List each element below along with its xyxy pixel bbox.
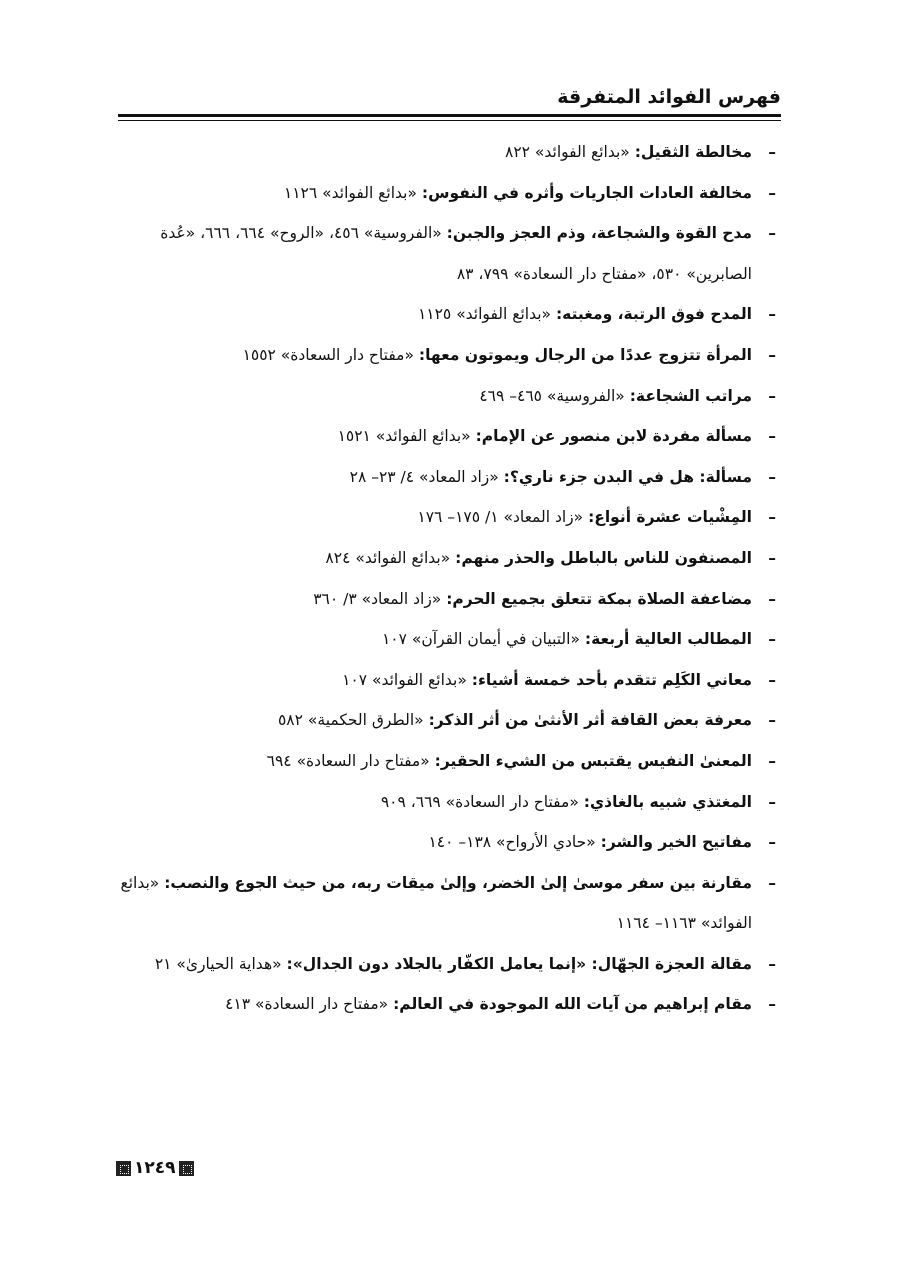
index-entry — [106, 335, 776, 376]
entry-topic: المِشْيات عشرة أنواع: — [588, 508, 752, 527]
entry-reference: «مفتاح دار السعادة» ٦٩٤ — [266, 751, 430, 770]
index-entry — [106, 741, 776, 782]
entry-reference: «حادي الأرواح» ١٣٨– ١٤٠ — [428, 833, 596, 852]
entry-dash: – — [768, 183, 776, 202]
entry-dash: – — [768, 386, 776, 405]
entry-dash: – — [768, 467, 776, 486]
entry-topic: معرفة بعض القافة أثر الأنثىٰ من أثر الذكر: — [428, 711, 752, 730]
index-entry — [106, 863, 776, 944]
entry-topic: مفاتيح الخير والشر: — [600, 833, 752, 852]
entry-reference: «بدائع الفوائد» ١١٢٥ — [417, 305, 552, 324]
index-entries — [106, 132, 776, 1025]
entry-reference: «الفروسية» ٤٥٦، «الروح» ٦٦٤، ٦٦٦، «عُدة الصابرين» ٥٣٠، «مفتاح دار السعادة» ٧٩٩، ٨٣ — [160, 224, 752, 283]
entry-dash: – — [768, 751, 776, 770]
entry-reference: «مفتاح دار السعادة» ٦٦٩، ٩٠٩ — [380, 792, 579, 811]
entry-topic: معاني الكَلِم تتقدم بأحد خمسة أشياء: — [471, 670, 752, 689]
index-entry — [106, 660, 776, 701]
entry-topic: المرأة تتزوج عددًا من الرجال ويموتون معها: — [418, 345, 752, 364]
index-entry — [106, 497, 776, 538]
entry-reference: «زاد المعاد» ٣/ ٣٦٠ — [313, 589, 442, 608]
entry-reference: «الفروسية» ٤٦٥– ٤٦٩ — [479, 386, 625, 405]
index-entry — [106, 579, 776, 620]
entry-topic: المصنفون للناس بالباطل والحذر منهم: — [455, 548, 752, 567]
entry-dash: – — [768, 670, 776, 689]
entry-topic: مضاعفة الصلاة بمكة تتعلق بجميع الحرم: — [446, 589, 752, 608]
entry-reference: «بدائع الفوائد» ١١٦٣– ١١٦٤ — [120, 873, 752, 933]
entry-reference: «زاد المعاد» ١/ ١٧٥– ١٧٦ — [417, 508, 584, 527]
entry-topic: مقارنة بين سفر موسىٰ إلىٰ الخضر، وإلىٰ ميقات ربه، من حيث الجوع والنصب: — [164, 873, 752, 892]
entry-topic: مخالفة العادات الجاريات وأثره في النفوس: — [421, 183, 752, 202]
page-header — [118, 82, 781, 121]
entry-dash: – — [768, 427, 776, 446]
index-entry — [106, 416, 776, 457]
index-entry — [106, 294, 776, 335]
entry-topic: مقام إبراهيم من آيات الله الموجودة في العالم: — [393, 995, 752, 1014]
page-number: ١٢٤٩ — [134, 1158, 176, 1178]
index-entry — [106, 213, 776, 294]
index-entry — [106, 700, 776, 741]
index-entry — [106, 619, 776, 660]
entry-dash: – — [768, 345, 776, 364]
entry-dash: – — [768, 711, 776, 730]
entry-dash: – — [768, 630, 776, 649]
entry-topic: مسألة: هل في البدن جزء ناري؟: — [503, 467, 752, 486]
entry-reference: «التبيان في أيمان القرآن» ١٠٧ — [381, 630, 580, 649]
index-entry — [106, 984, 776, 1025]
header-rule-thick — [118, 114, 781, 117]
entry-dash: – — [768, 224, 776, 243]
entry-dash: – — [768, 508, 776, 527]
entry-dash: – — [768, 548, 776, 567]
entry-dash: – — [768, 833, 776, 852]
entry-reference: «بدائع الفوائد» ١٠٧ — [342, 670, 467, 689]
index-entry — [106, 132, 776, 173]
entry-dash: – — [768, 873, 776, 892]
entry-dash: – — [768, 305, 776, 324]
index-entry — [106, 538, 776, 579]
entry-topic: مقالة العجزة الجهّال: «إنما يعامل الكفّار بالجلاد دون الجدال»: — [286, 954, 752, 973]
ornament-left-icon — [116, 1161, 131, 1176]
index-entry — [106, 782, 776, 823]
entry-reference: «هداية الحيارىٰ» ٢١ — [154, 954, 282, 973]
entry-reference: «مفتاح دار السعادة» ١٥٥٢ — [242, 345, 414, 364]
entry-reference: «زاد المعاد» ٤/ ٢٣– ٢٨ — [349, 467, 499, 486]
entry-dash: – — [768, 589, 776, 608]
entry-topic: مسألة مفردة لابن منصور عن الإمام: — [475, 427, 752, 446]
entry-reference: «بدائع الفوائد» ٨٢٤ — [325, 548, 451, 567]
page-title: فهرس الفوائد المتفرقة — [557, 86, 781, 108]
entry-topic: المطالب العالية أربعة: — [584, 630, 752, 649]
entry-reference: «مفتاح دار السعادة» ٤١٣ — [225, 995, 389, 1014]
entry-topic: المعنىٰ النفيس يقتبس من الشيء الحقير: — [434, 751, 752, 770]
entry-topic: مخالطة الثقيل: — [634, 143, 752, 161]
entry-topic: مراتب الشجاعة: — [629, 386, 752, 405]
page-footer — [116, 1158, 194, 1178]
index-entry — [106, 944, 776, 985]
entry-dash: – — [768, 792, 776, 811]
index-entry — [106, 457, 776, 498]
entry-dash: – — [768, 954, 776, 973]
entry-topic: المدح فوق الرتبة، ومغبته: — [555, 305, 752, 324]
index-entry — [106, 822, 776, 863]
index-entry — [106, 376, 776, 417]
entry-topic: المغتذي شبيه بالغاذي: — [583, 792, 752, 811]
entry-topic: مدح القوة والشجاعة، وذم العجز والجبن: — [446, 224, 752, 243]
entry-reference: «بدائع الفوائد» ٨٢٢ — [505, 143, 630, 161]
entry-reference: «الطرق الحكمية» ٥٨٢ — [277, 711, 424, 730]
header-rule-thin — [118, 120, 781, 121]
entry-dash: – — [768, 995, 776, 1014]
entry-dash: – — [768, 143, 776, 161]
entry-reference: «بدائع الفوائد» ١١٢٦ — [283, 183, 417, 202]
index-entry — [106, 173, 776, 214]
ornament-right-icon — [179, 1161, 194, 1176]
entry-reference: «بدائع الفوائد» ١٥٢١ — [337, 427, 471, 446]
